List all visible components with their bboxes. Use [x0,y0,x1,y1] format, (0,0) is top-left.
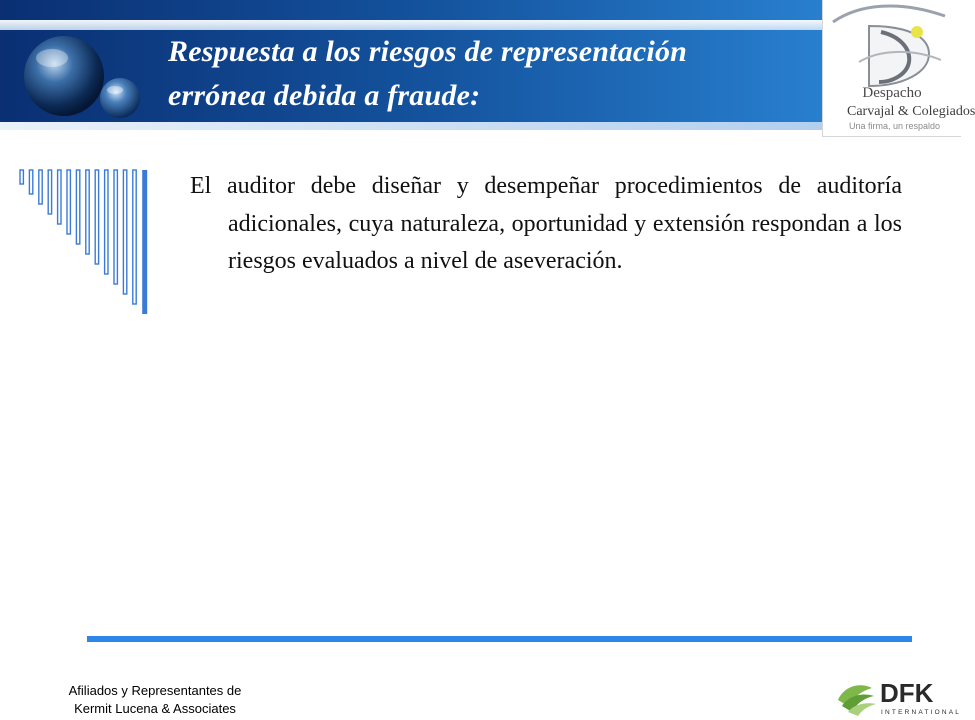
decorative-bar [67,170,70,234]
footer-affiliation [40,682,270,718]
decorative-bar [58,170,61,224]
decorative-bars [16,168,156,318]
dfk-logo-text: DFK [880,678,934,708]
decorative-bar [123,170,126,294]
decorative-bar [142,170,147,314]
title-line-1: Respuesta a los riesgos de representación [168,35,688,68]
logo-firm-line: Carvajal & Colegiados [847,104,975,119]
dfk-logo [834,676,962,718]
logo-tagline: Una firma, un respaldo [849,121,941,131]
decorative-bar [86,170,89,254]
bottom-rule [87,636,912,642]
title-line-2: errónea debida a fraude: [168,79,481,112]
firm-logo [822,0,975,137]
decorative-bar [105,170,108,274]
decorative-bar [48,170,51,214]
decorative-bar [114,170,117,284]
slide-title [168,30,818,118]
decorative-bar [133,170,136,304]
firm-emblem-icon [829,2,953,90]
footer-line-2: Kermit Lucena & Associates [74,701,236,716]
leaf-icon [838,685,876,716]
body-paragraph: El auditor debe diseñar y desempeñar procedimientos de auditoría adicionales, cuya naturaleza, oportunidad y extensión respondan a los riesgos evaluados a nivel de aseveración. [190,173,902,274]
decorative-bar [20,170,23,184]
logo-name: Despacho [862,85,922,101]
decorative-bar [39,170,42,204]
footer-line-1: Afiliados y Representantes de [68,683,242,698]
decorative-bar [76,170,79,244]
decorative-bar [29,170,32,194]
dfk-logo-sub: INTERNATIONAL [881,709,962,716]
header-banner [0,0,975,130]
decorative-bar [95,170,98,264]
